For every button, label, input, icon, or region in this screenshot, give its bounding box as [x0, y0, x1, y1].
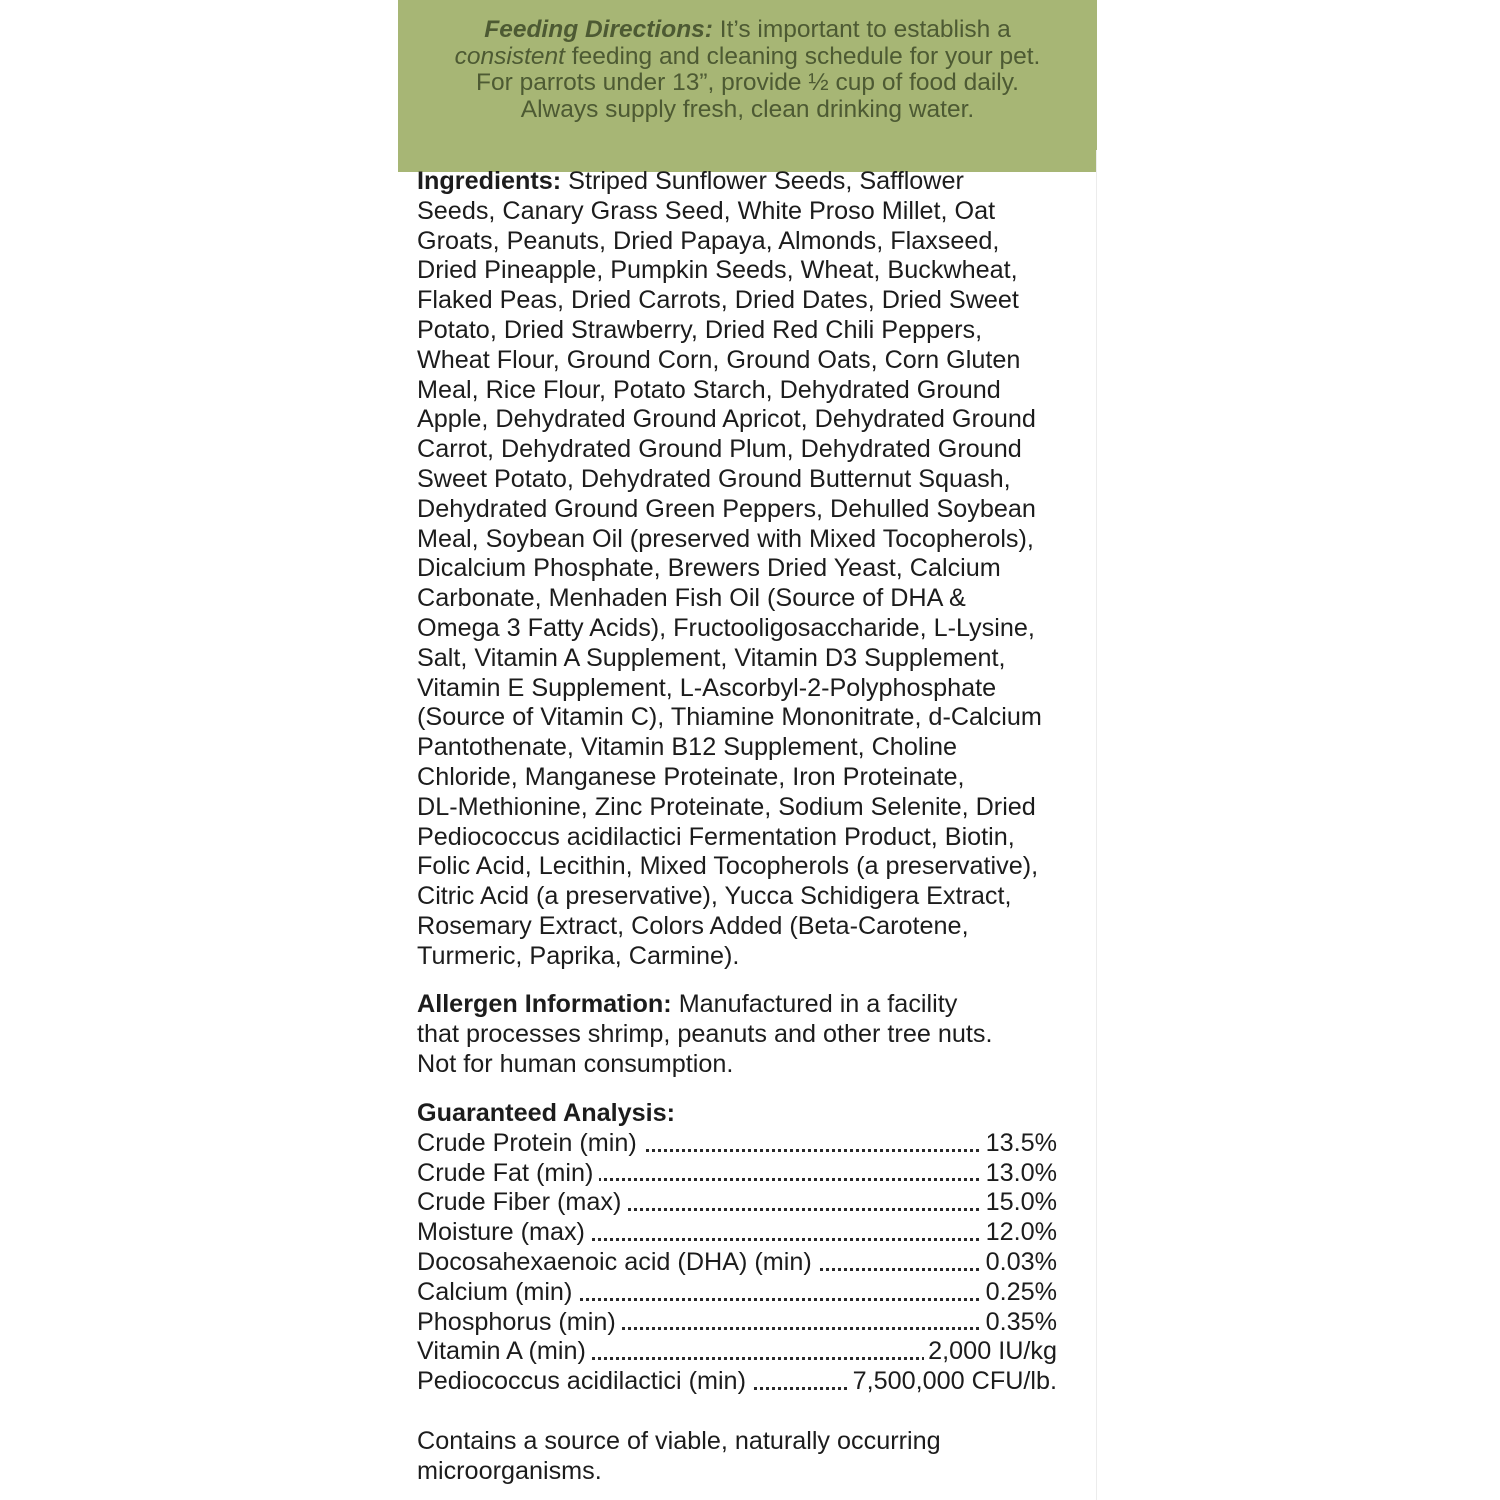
analysis-nutrient: Phosphorus (min)	[417, 1308, 622, 1338]
analysis-value: 2,000 IU/kg	[924, 1337, 1057, 1367]
guaranteed-analysis-section	[417, 1099, 1089, 1397]
analysis-row	[417, 1188, 1057, 1218]
feeding-line-1: It’s important to establish a	[719, 16, 1011, 43]
allergen-line: that processes shrimp, peanuts and other tree nuts.	[417, 1019, 993, 1048]
analysis-nutrient: Moisture (max)	[417, 1218, 591, 1248]
analysis-row	[417, 1159, 1057, 1189]
ingredients-line: Sweet Potato, Dehydrated Ground Butternut Squash,	[417, 464, 1011, 493]
feeding-line-4: Always supply fresh, clean drinking water.	[520, 95, 975, 123]
analysis-nutrient: Crude Fiber (max)	[417, 1188, 627, 1218]
ingredients-line: Carbonate, Menhaden Fish Oil (Source of DHA &	[417, 584, 966, 613]
note-line: microorganisms.	[417, 1456, 602, 1485]
analysis-nutrient: Vitamin A (min)	[417, 1337, 592, 1367]
analysis-row	[417, 1367, 1057, 1397]
microorganism-note	[417, 1427, 1089, 1487]
analysis-nutrient: Crude Protein (min)	[417, 1129, 643, 1159]
ingredients-line: Omega 3 Fatty Acids), Fructooligosaccharide, L-Lysine,	[417, 613, 1035, 642]
ingredients-line: Striped Sunflower Seeds, Safflower	[568, 167, 964, 195]
ingredients-line: Flaked Peas, Dried Carrots, Dried Dates, Dried Sweet	[417, 286, 1019, 315]
analysis-row	[417, 1129, 1057, 1159]
ingredients-line: Apple, Dehydrated Ground Apricot, Dehydrated Ground	[417, 405, 1036, 434]
analysis-row	[417, 1248, 1057, 1278]
feeding-line-3: For parrots under 13”, provide ½ cup of food daily.	[476, 69, 1019, 96]
analysis-row	[417, 1218, 1057, 1248]
analysis-value: 13.5%	[982, 1129, 1057, 1159]
ingredients-line: Rosemary Extract, Colors Added (Beta-Carotene,	[417, 911, 969, 940]
ingredients-line: Seeds, Canary Grass Seed, White Proso Millet, Oat	[417, 196, 996, 225]
allergen-line: Manufactured in a facility	[678, 990, 958, 1018]
ingredients-line: Carrot, Dehydrated Ground Plum, Dehydrated Ground	[417, 435, 1022, 464]
feeding-line-2: feeding and cleaning schedule for your pet.	[571, 42, 1041, 70]
analysis-nutrient: Docosahexaenoic acid (DHA) (min)	[417, 1248, 818, 1278]
analysis-value: 7,500,000 CFU/lb.	[849, 1367, 1057, 1397]
ingredients-line: Dried Pineapple, Pumpkin Seeds, Wheat, Buckwheat,	[417, 256, 1018, 285]
ingredients-line: Pediococcus acidilactici Fermentation Product, Biotin,	[417, 822, 1015, 851]
ingredients-line: Salt, Vitamin A Supplement, Vitamin D3 Supplement,	[417, 643, 1006, 672]
ingredients-line: Dicalcium Phosphate, Brewers Dried Yeast, Calcium	[417, 554, 1001, 583]
ingredients-line: (Source of Vitamin C), Thiamine Mononitrate, d-Calcium	[417, 703, 1042, 732]
feeding-directions-text	[416, 17, 1079, 123]
ingredients-line: Citric Acid (a preservative), Yucca Schidigera Extract,	[417, 882, 1012, 911]
analysis-nutrient: Pediococcus acidilactici (min)	[417, 1367, 752, 1397]
analysis-value: 0.25%	[982, 1278, 1057, 1308]
ingredients-line: Wheat Flour, Ground Corn, Ground Oats, Corn Gluten	[417, 345, 1021, 374]
analysis-value: 12.0%	[982, 1218, 1057, 1248]
ingredients-line: Pantothenate, Vitamin B12 Supplement, Choline	[417, 733, 958, 762]
ingredients-line: Dehydrated Ground Green Peppers, Dehulled Soybean	[417, 494, 1036, 523]
analysis-row	[417, 1308, 1057, 1338]
panel-right-edge	[1096, 150, 1097, 1500]
feeding-emphasis: consistent	[454, 42, 565, 70]
ingredients-line: Groats, Peanuts, Dried Papaya, Almonds, Flaxseed,	[417, 226, 1000, 255]
ingredients-section	[417, 167, 1089, 972]
analysis-value: 15.0%	[982, 1188, 1057, 1218]
note-line: Contains a source of viable, naturally occurring	[417, 1427, 941, 1455]
allergen-section	[417, 990, 1089, 1079]
analysis-row	[417, 1337, 1057, 1367]
analysis-value: 13.0%	[982, 1159, 1057, 1189]
analysis-nutrient: Crude Fat (min)	[417, 1159, 599, 1189]
ingredients-line: Meal, Rice Flour, Potato Starch, Dehydrated Ground	[417, 375, 1001, 404]
allergen-line: Not for human consumption.	[417, 1049, 734, 1078]
ingredients-line: Vitamin E Supplement, L-Ascorbyl-2-Polyphosphate	[417, 673, 997, 702]
ingredients-line: Chloride, Manganese Proteinate, Iron Proteinate,	[417, 762, 965, 791]
analysis-value: 0.03%	[982, 1248, 1057, 1278]
guaranteed-analysis-label: Guaranteed Analysis:	[417, 1099, 676, 1127]
allergen-label: Allergen Information:	[417, 990, 672, 1018]
ingredients-line: Potato, Dried Strawberry, Dried Red Chili Peppers,	[417, 315, 983, 344]
ingredients-line: DL-Methionine, Zinc Proteinate, Sodium Selenite, Dried	[417, 792, 1036, 821]
ingredients-line: Turmeric, Paprika, Carmine).	[417, 941, 740, 970]
analysis-nutrient: Calcium (min)	[417, 1278, 578, 1308]
ingredients-label: Ingredients:	[417, 167, 562, 195]
analysis-row	[417, 1278, 1057, 1308]
analysis-value: 0.35%	[982, 1308, 1057, 1338]
ingredients-line: Meal, Soybean Oil (preserved with Mixed Tocopherols),	[417, 524, 1034, 553]
ingredients-line: Folic Acid, Lecithin, Mixed Tocopherols (a preservative),	[417, 852, 1039, 881]
feeding-directions-label: Feeding Directions:	[484, 16, 713, 43]
